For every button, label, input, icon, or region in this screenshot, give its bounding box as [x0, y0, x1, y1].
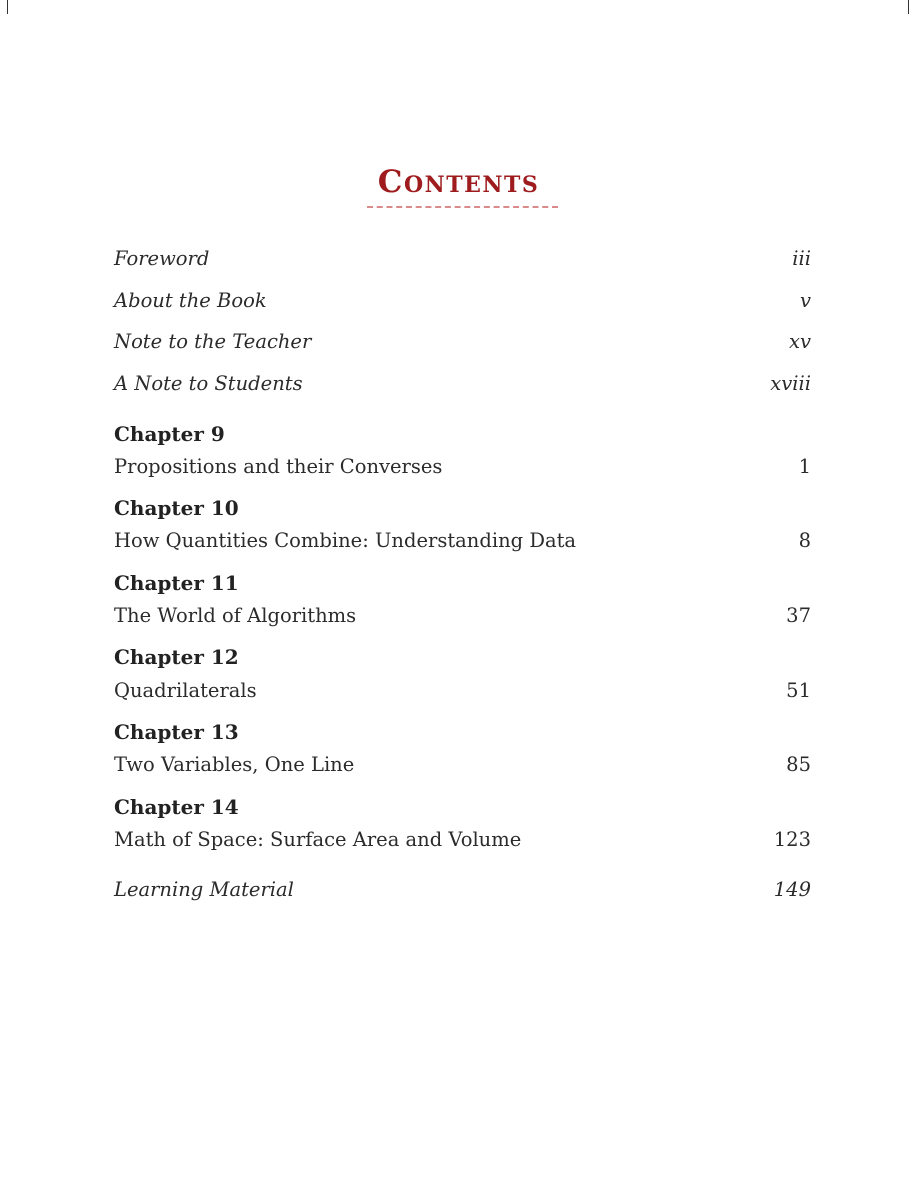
toc-entry-label: Note to the Teacher [114, 330, 312, 353]
chapter-heading: Chapter 11 [114, 571, 239, 595]
toc-entry-note-to-students[interactable] [114, 371, 811, 397]
toc-entry-chapter-12[interactable] [114, 678, 811, 704]
crop-mark-left [7, 0, 8, 14]
toc-entry-label: How Quantities Combine: Understanding Data [114, 529, 577, 552]
page-title: Contents [377, 164, 540, 200]
toc-entry-page: v [799, 289, 811, 312]
toc-entry-page: 1 [798, 455, 811, 478]
toc-entry-chapter-14[interactable] [114, 827, 811, 853]
toc-entry-page: 149 [773, 878, 811, 901]
toc-entry-page: 85 [786, 753, 811, 776]
toc-entry-chapter-9[interactable] [114, 454, 811, 480]
toc-entry-label: Two Variables, One Line [114, 753, 355, 776]
toc-entry-learning-material[interactable] [114, 877, 811, 903]
toc-entry-label: Quadrilaterals [114, 679, 257, 702]
toc-entry-chapter-13[interactable] [114, 752, 811, 778]
toc-entry-page: 37 [786, 604, 811, 627]
chapter-heading: Chapter 9 [114, 422, 225, 446]
chapter-heading: Chapter 12 [114, 645, 239, 669]
toc-entry-chapter-10[interactable] [114, 528, 811, 554]
toc-entry-label: A Note to Students [114, 372, 303, 395]
toc-entry-page: xv [788, 330, 811, 353]
toc-entry-label: Foreword [114, 247, 210, 270]
chapter-heading: Chapter 10 [114, 496, 239, 520]
chapter-heading: Chapter 13 [114, 720, 239, 744]
toc-entry-label: Learning Material [114, 878, 294, 901]
toc-entry-page: 51 [786, 679, 811, 702]
crop-mark-right [908, 0, 909, 14]
title-wrap [0, 163, 917, 201]
toc-entry-page: 123 [773, 828, 811, 851]
toc-entry-label: About the Book [114, 289, 267, 312]
title-underline [367, 206, 558, 208]
toc-entry-chapter-11[interactable] [114, 603, 811, 629]
toc-entry-about-the-book[interactable] [114, 288, 811, 314]
toc-entry-note-to-teacher[interactable] [114, 329, 811, 355]
toc-entry-page: 8 [798, 529, 811, 552]
toc-entry-foreword[interactable] [114, 246, 811, 272]
toc-entry-page: xviii [770, 372, 811, 395]
toc-entry-label: The World of Algorithms [114, 604, 357, 627]
toc-entry-label: Math of Space: Surface Area and Volume [114, 828, 522, 851]
chapter-heading: Chapter 14 [114, 795, 239, 819]
toc-entry-label: Propositions and their Converses [114, 455, 443, 478]
toc-entry-page: iii [792, 247, 811, 270]
